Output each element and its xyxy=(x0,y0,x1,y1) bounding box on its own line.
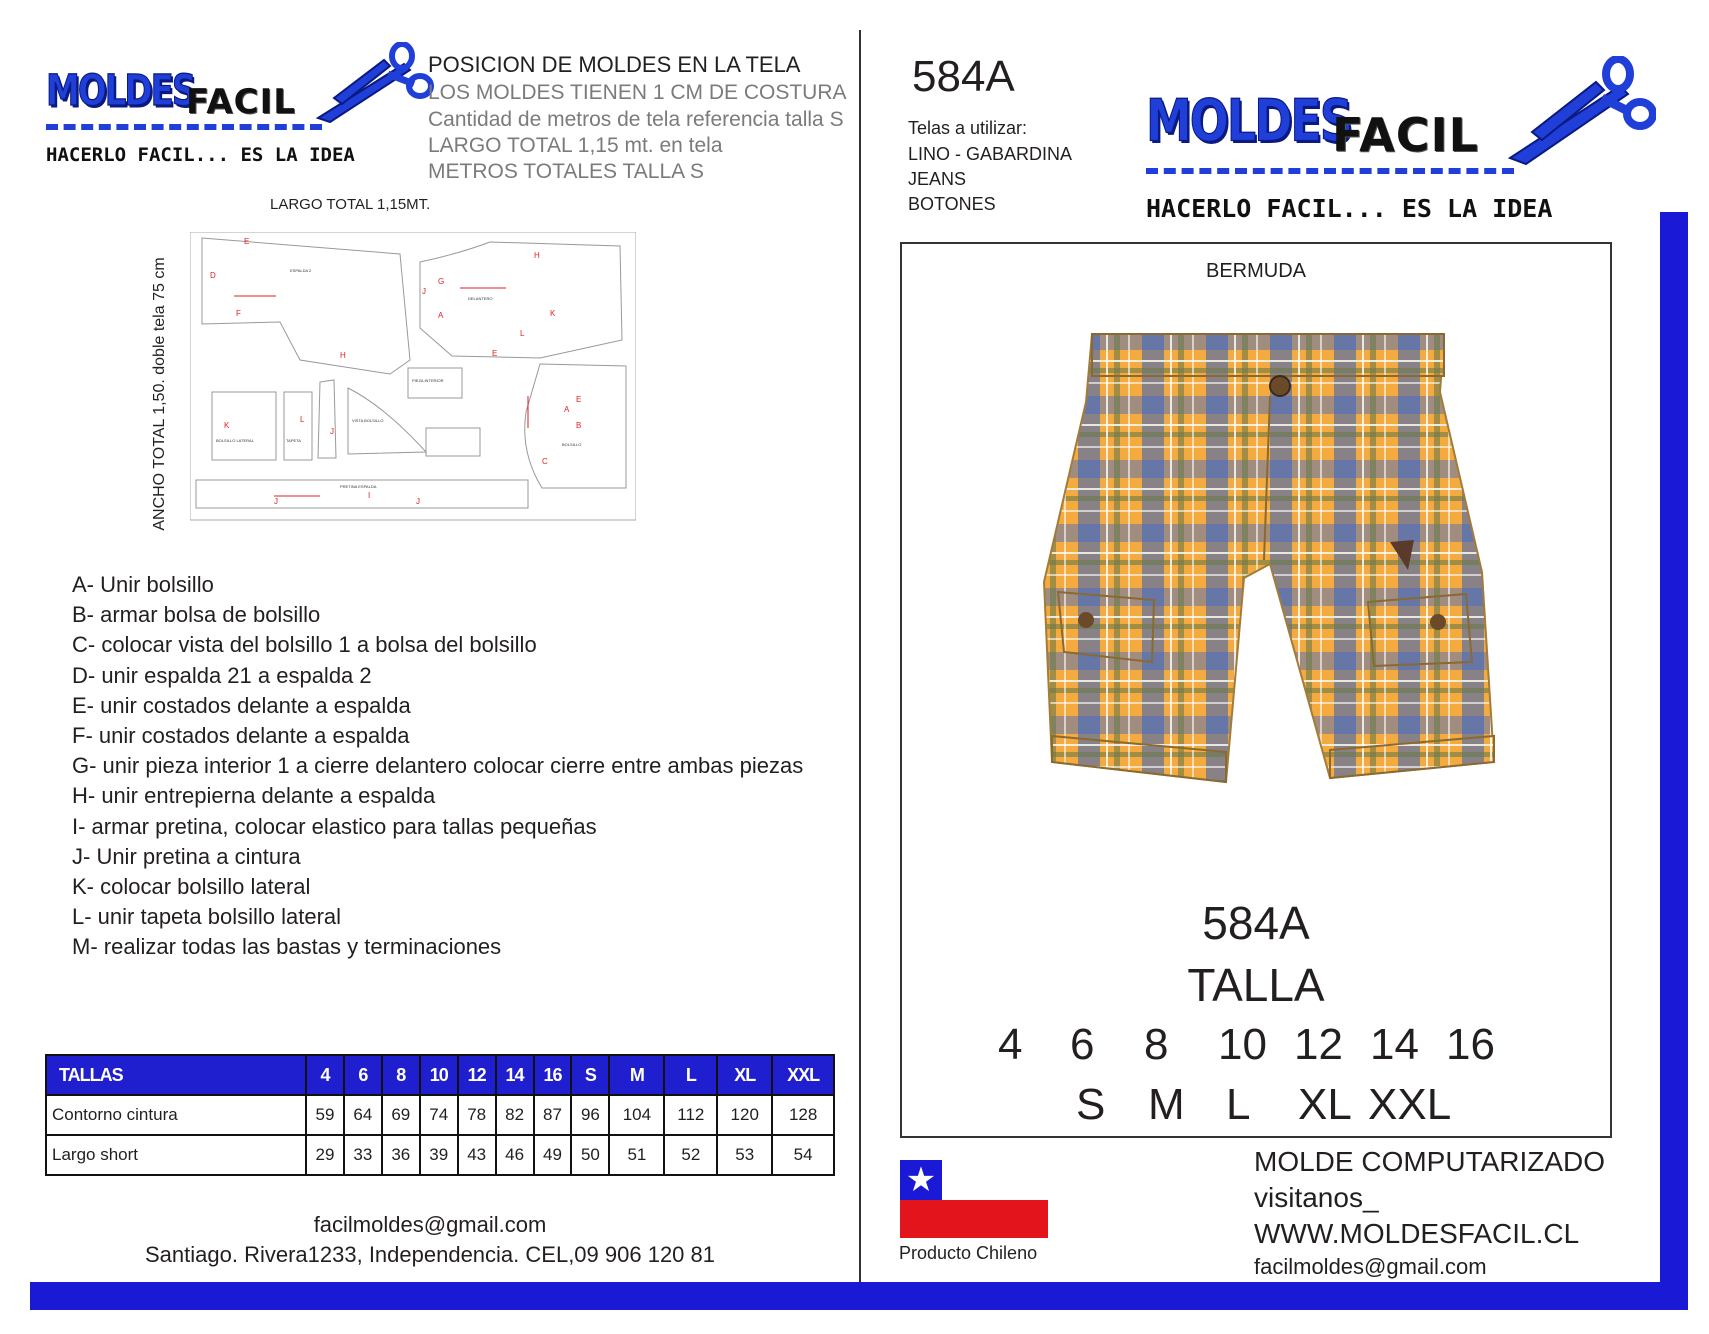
piece-label-bolsillo: BOLSILLO xyxy=(562,442,582,447)
header-line-1: POSICION DE MOLDES EN LA TELA xyxy=(428,52,801,77)
largo-total-label: LARGO TOTAL 1,15MT. xyxy=(270,196,431,213)
table-cell: 59 xyxy=(306,1095,344,1135)
table-cell: 43 xyxy=(458,1135,496,1175)
size-value: 14 xyxy=(1370,1020,1419,1069)
logo-right xyxy=(1146,60,1666,230)
size-letter: XL xyxy=(1298,1080,1352,1129)
footer-line-2: visitanos_ xyxy=(1254,1182,1379,1213)
layout-mark-j4: J xyxy=(416,497,420,506)
size-value: 8 xyxy=(1144,1020,1169,1069)
table-header-cell: TALLAS xyxy=(46,1055,306,1095)
shorts-waistband xyxy=(1092,334,1444,376)
pattern-code: 584A xyxy=(912,52,1015,101)
layout-mark-a2: A xyxy=(564,405,570,414)
step-item: J- Unir pretina a cintura xyxy=(72,843,301,869)
logo-word-facil: FACIL xyxy=(186,82,296,122)
table-cell: 49 xyxy=(534,1135,572,1175)
piece-label-vista-bolsillo: VISTA BOLSILLO xyxy=(352,418,384,423)
table-row-label: Largo short xyxy=(46,1135,306,1175)
step-item: B- armar bolsa de bolsillo xyxy=(72,602,321,628)
layout-mark-l2: L xyxy=(300,415,305,424)
layout-mark-g: G xyxy=(438,277,445,286)
fabric-item: LINO - GABARDINA xyxy=(908,144,1073,164)
scissors-icon xyxy=(1506,56,1656,168)
layout-mark-j3: J xyxy=(274,497,278,506)
table-cell: 50 xyxy=(571,1135,609,1175)
size-value: 16 xyxy=(1446,1020,1495,1069)
step-item: G- unir pieza interior 1 a cierre delantero colocar cierre entre ambas piezas xyxy=(72,753,804,779)
table-header-cell: 8 xyxy=(382,1055,420,1095)
table-cell: 74 xyxy=(420,1095,458,1135)
fabric-item: BOTONES xyxy=(908,194,996,214)
layout-mark-f: F xyxy=(236,309,241,318)
layout-mark-i: I xyxy=(368,491,371,500)
table-cell: 82 xyxy=(496,1095,534,1135)
table-header-cell: M xyxy=(609,1055,664,1095)
logo-word-moldes: MOLDES xyxy=(46,66,195,116)
fabrics-title: Telas a utilizar: xyxy=(908,118,1028,138)
table-header-cell: 10 xyxy=(420,1055,458,1095)
header-line-3: Cantidad de metros de tela referencia talla S xyxy=(428,108,844,131)
layout-mark-h2: H xyxy=(534,251,540,260)
piece-label-bolsillo-lateral: BOLSILLO LATERAL xyxy=(216,438,254,443)
footer-email-link[interactable]: facilmoldes@gmail.com xyxy=(1254,1254,1487,1279)
table-cell: 29 xyxy=(306,1135,344,1175)
piece-label-espalda: ESPALDA 2 xyxy=(290,268,312,273)
piece-label-tapeta: TAPETA xyxy=(286,438,301,443)
layout-mark-j2: J xyxy=(330,427,334,436)
logo-tagline: HACERLO FACIL... ES LA IDEA xyxy=(1146,194,1553,223)
table-cell: 78 xyxy=(458,1095,496,1135)
table-cell: 96 xyxy=(571,1095,609,1135)
size-letter: M xyxy=(1148,1080,1185,1129)
size-letter: L xyxy=(1226,1080,1251,1129)
flag-caption: Producto Chileno xyxy=(899,1243,1038,1263)
layout-mark-l: L xyxy=(520,329,525,338)
header-line-4: LARGO TOTAL 1,15 mt. en tela xyxy=(428,134,723,157)
step-item: E- unir costados delante a espalda xyxy=(72,692,411,718)
layout-mark-e3: E xyxy=(576,395,582,404)
layout-mark-d: D xyxy=(210,271,216,280)
table-cell: 112 xyxy=(664,1095,717,1135)
table-cell: 104 xyxy=(609,1095,664,1135)
marker-layout-diagram xyxy=(190,232,636,522)
table-cell: 120 xyxy=(717,1095,772,1135)
step-item: D- unir espalda 21 a espalda 2 xyxy=(72,662,372,688)
layout-mark-b: B xyxy=(576,421,582,430)
size-value: 4 xyxy=(998,1020,1023,1069)
layout-mark-a: A xyxy=(438,311,444,320)
shorts-pocket-left xyxy=(1058,592,1154,662)
card-talla: TALLA xyxy=(1187,959,1325,1011)
table-cell: 52 xyxy=(664,1135,717,1175)
layout-mark-k2: K xyxy=(224,421,230,430)
layout-mark-h: H xyxy=(340,351,346,360)
table-header-cell: L xyxy=(664,1055,717,1095)
table-cell: 46 xyxy=(496,1135,534,1175)
ancho-total-label: ANCHO TOTAL 1,50. doble tela 75 cm xyxy=(151,257,168,531)
logo-word-facil: FACIL xyxy=(1332,108,1479,162)
table-header-cell: 16 xyxy=(534,1055,572,1095)
step-item: M- realizar todas las bastas y terminaciones xyxy=(72,934,502,960)
table-header-cell: XL xyxy=(717,1055,772,1095)
size-letter: XXL xyxy=(1368,1080,1452,1129)
header-line-2: LOS MOLDES TIENEN 1 CM DE COSTURA xyxy=(428,81,847,104)
table-cell: 128 xyxy=(772,1095,834,1135)
bottom-blue-bar xyxy=(30,1282,1688,1310)
size-value: 12 xyxy=(1294,1020,1343,1069)
table-cell: 39 xyxy=(420,1135,458,1175)
table-row-label: Contorno cintura xyxy=(46,1095,306,1135)
sizes-table-header xyxy=(46,1055,834,1095)
pocket-button-left xyxy=(1078,612,1094,628)
pocket-button-right xyxy=(1430,614,1446,630)
card-code: 584A xyxy=(1202,897,1310,949)
piece-label-delantero: DELANTERO xyxy=(468,296,493,301)
shorts-button xyxy=(1270,376,1290,396)
bermuda-shorts-image xyxy=(1014,332,1514,832)
layout-mark-c: C xyxy=(542,457,548,466)
header-line-5: METROS TOTALES TALLA S xyxy=(428,160,704,183)
step-item: I- armar pretina, colocar elastico para tallas pequeñas xyxy=(72,813,597,839)
piece-label-pieza-interior: PIEZA INTERIOR xyxy=(412,378,444,383)
step-item: A- Unir bolsillo xyxy=(72,572,214,597)
right-blue-bar xyxy=(1660,212,1688,1310)
table-header-cell: 6 xyxy=(344,1055,382,1095)
contact-email[interactable]: facilmoldes@gmail.com xyxy=(313,1212,547,1237)
logo-dashes xyxy=(1146,168,1514,174)
table-header-cell: XXL xyxy=(772,1055,834,1095)
size-value: 6 xyxy=(1070,1020,1095,1069)
table-cell: 33 xyxy=(344,1135,382,1175)
table-cell: 36 xyxy=(382,1135,420,1175)
product-title: BERMUDA xyxy=(1205,260,1306,282)
layout-mark-k: K xyxy=(550,309,556,318)
logo-left xyxy=(46,48,436,168)
flag-red-band xyxy=(900,1200,1048,1238)
table-cell: 54 xyxy=(772,1135,834,1175)
table-cell: 87 xyxy=(534,1095,572,1135)
size-letter: S xyxy=(1076,1080,1106,1129)
shorts-pocket-right xyxy=(1368,594,1472,666)
table-header-cell: 4 xyxy=(306,1055,344,1095)
product-card xyxy=(900,242,1612,1138)
layout-mark-j: J xyxy=(422,287,426,296)
layout-mark-e: E xyxy=(244,237,250,246)
step-item: L- unir tapeta bolsillo lateral xyxy=(72,904,342,930)
step-item: F- unir costados delante a espalda xyxy=(72,723,410,749)
piece-label-pretina: PRETINA ESPALDA xyxy=(340,484,377,489)
step-item: H- unir entrepierna delante a espalda xyxy=(72,783,436,809)
table-row xyxy=(46,1135,834,1175)
footer-website-link[interactable]: WWW.MOLDESFACIL.CL xyxy=(1254,1218,1580,1249)
size-value: 10 xyxy=(1218,1020,1267,1069)
sizes-table xyxy=(45,1054,835,1176)
logo-word-moldes: MOLDES xyxy=(1146,86,1351,154)
logo-dashes xyxy=(46,124,322,130)
layout-mark-e2: E xyxy=(492,349,498,358)
step-item: K- colocar bolsillo lateral xyxy=(72,874,311,900)
contact-address: Santiago. Rivera1233, Independencia. CEL,09 906 120 81 xyxy=(145,1242,715,1267)
table-cell: 53 xyxy=(717,1135,772,1175)
table-header-cell: S xyxy=(571,1055,609,1095)
star-icon: ★ xyxy=(905,1161,937,1199)
footer-line-1: MOLDE COMPUTARIZADO xyxy=(1254,1146,1606,1177)
center-divider xyxy=(859,30,861,1310)
table-header-cell: 12 xyxy=(458,1055,496,1095)
assembly-steps xyxy=(72,570,803,963)
step-item: C- colocar vista del bolsillo 1 a bolsa del bolsillo xyxy=(72,632,537,658)
table-cell: 69 xyxy=(382,1095,420,1135)
table-cell: 51 xyxy=(609,1135,664,1175)
scissors-icon xyxy=(314,42,434,126)
fabric-item: JEANS xyxy=(908,169,967,189)
chile-flag xyxy=(900,1160,1048,1238)
logo-tagline: HACERLO FACIL... ES LA IDEA xyxy=(46,144,355,166)
table-header-cell: 14 xyxy=(496,1055,534,1095)
table-row xyxy=(46,1095,834,1135)
table-cell: 64 xyxy=(344,1095,382,1135)
